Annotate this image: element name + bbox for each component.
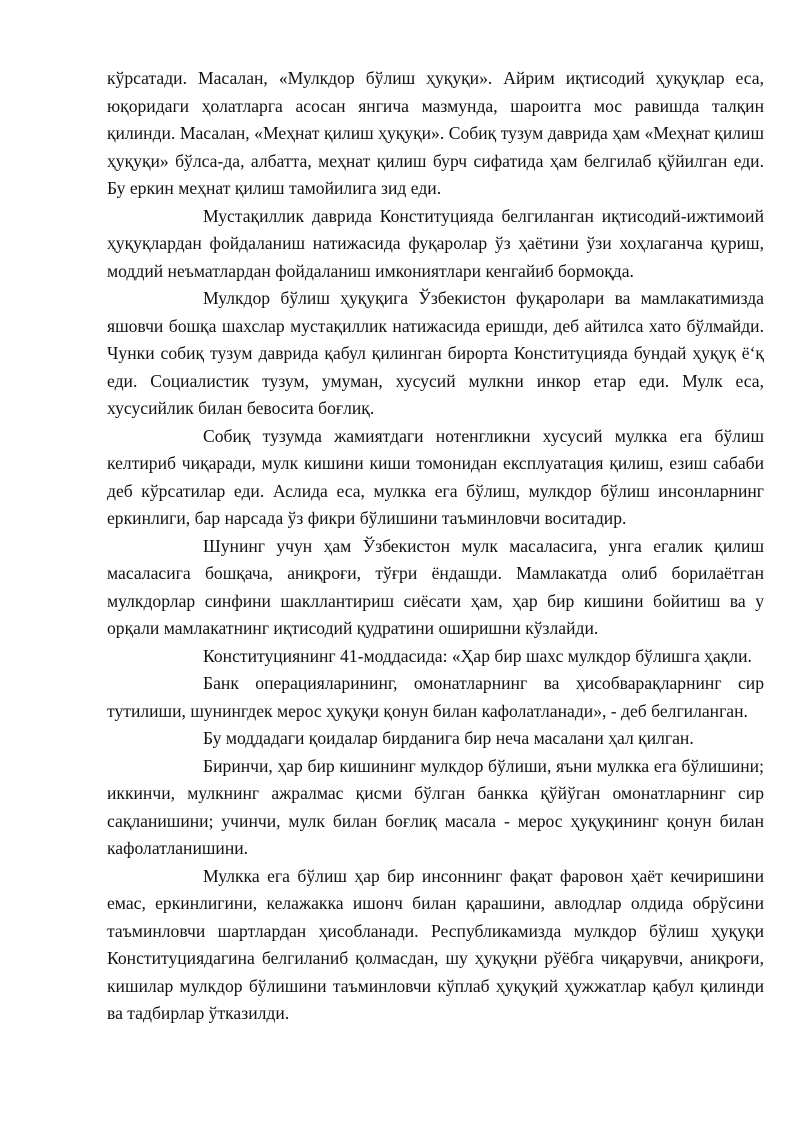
- paragraph: Мулкдор бўлиш ҳуқуқига Ўзбекистон фуқаролари ва мамлакатимизда яшовчи бошқа шахслар мустақиллик натижасида еришди, деб айтилса хато бўлмайди. Чунки собиқ тузум даврида қабул қилинган бирорта Конституцияда бундай ҳуқуқ ё‘қ еди. Социалистик тузум, умуман, хусусий мулкни инкор етар еди. Мулк еса, хусусийлик билан бевосита боғлиқ.: [107, 288, 764, 418]
- paragraph: Биринчи, ҳар бир кишининг мулкдор бўлиши, яъни мулкка ега бўлишини; иккинчи, мулкнинг ажралмас қисми бўлган банкка қўйўган омонатларнинг сир сақланишини; учинчи, мулк билан боғлиқ масала - мерос ҳуқуқининг қонун билан кафолатланишини.: [107, 755, 764, 858]
- paragraph: кўрсатади. Масалан, «Мулкдор бўлиш ҳуқуқи». Айрим иқтисодий ҳуқуқлар еса, юқоридаги ҳолатларга асосан янгича мазмунда, шароитга мос равишда талқин қилинди. Масалан, «Меҳнат қилиш ҳуқуқи». Собиқ тузум даврида ҳам «Меҳнат қилиш ҳуқуқи» бўлса-да, албатта, меҳнат қилиш бурч сифатида ҳам белгилаб қўйилган еди. Бу еркин меҳнат қилиш тамойилига зид еди.: [107, 68, 764, 198]
- document-body: [107, 65, 764, 1028]
- paragraph: Мустақиллик даврида Конституцияда белгиланган иқтисодий-ижтимоий ҳуқуқлардан фойдаланиш натижасида фуқаролар ўз ҳаётини ўзи хоҳлаганча қуриш, моддий неъматлардан фойдаланиш имкониятлари кенгайиб бормоқда.: [107, 205, 764, 281]
- paragraph: Банк операцияларининг, омонатларнинг ва ҳисобварақларнинг сир тутилиши, шунингдек мерос ҳуқуқи қонун билан кафолатланади», - деб белгиланган.: [107, 673, 764, 721]
- paragraph: Мулкка ега бўлиш ҳар бир инсоннинг фақат фаровон ҳаёт кечиришини емас, еркинлигини, келажакка ишонч билан қарашини, авлодлар олдида обрўсини таъминловчи шартлардан ҳисобланади. Республикамизда мулкдор бўлиш ҳуқуқи Конституциядагина белгиланиб қолмасдан, шу ҳуқуқни рўёбга чиқарувчи, аниқроғи, кишилар мулкдор бўлишини таъминловчи кўплаб ҳуқуқий ҳужжатлар қабул қилинди ва тадбирлар ўтказилди.: [107, 865, 764, 1023]
- paragraph: Конституциянинг 41-моддасида: «Ҳар бир шахс мулкдор бўлишга ҳақли.: [203, 645, 752, 666]
- paragraph: Шунинг учун ҳам Ўзбекистон мулк масаласига, унга егалик қилиш масаласига бошқача, аниқроғи, тўғри ёндашди. Мамлакатда олиб борилаётган мулкдорлар синфини шакллантириш сиёсати ҳам, ҳар бир кишини бойитиш ва у орқали мамлакатнинг иқтисодий қудратини оширишни кўзлайди.: [107, 535, 764, 638]
- paragraph: Бу моддадаги қоидалар бирданига бир неча масалани ҳал қилган.: [203, 728, 694, 748]
- paragraph: Собиқ тузумда жамиятдаги нотенгликни хусусий мулкка ега бўлиш келтириб чиқаради, мулк кишини киши томонидан експлуатация қилиш, езиш сабаби деб кўрсатилар еди. Аслида еса, мулкка ега бўлиш, мулкдор бўлиш инсонларнинг еркинлиги, бар нарсада ўз фикри бўлишини таъминловчи воситадир.: [107, 425, 764, 528]
